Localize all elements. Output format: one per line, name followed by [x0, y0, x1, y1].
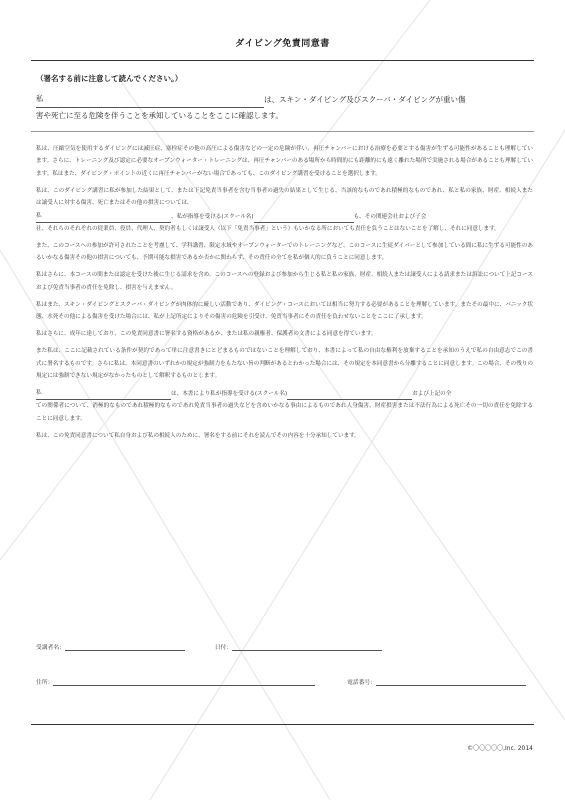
intro-statement	[36, 91, 533, 124]
date-label: 日付：	[214, 645, 233, 651]
clause2-name-blank[interactable]: 私	[36, 387, 171, 400]
signature-row-2	[36, 677, 533, 686]
paragraph-2: 私は、このダイビング講習に私が参加した結果として、または下記免責当事者を含む当事者の過失の結果として生じる、当該的なものであれ積極的なものであれ、私と私の家族、財産、相続人または譲受人に対する傷害、死亡またはその他の損害については、	[36, 187, 533, 207]
paragraph-3: 社、それらのそれぞれの従業員、役員、代理人、契約者もしくは譲受人（以下「免責当事者」という）もいかなる所においても責任を負うことはないことを了解し、それに同意します。	[36, 226, 500, 233]
intro-line-2: 害や死亡に至る危険を伴うことを承知していることをここに確認します。	[36, 111, 283, 120]
name-label: 受講者名：	[36, 645, 65, 651]
notice-text: （署名する前に注意して読んでください。）	[36, 74, 183, 83]
intro-separator	[31, 131, 534, 132]
document-title: ダイビング免責同意書	[235, 39, 330, 49]
paragraph-9: ての関係者について、消極的なものであれ積極的なものであれ免責当事者の過失などを含めいかなる事由によるものであれ人身傷害、財産損害または不法行為による死亡その一切の責任を免除することに同意します。	[36, 403, 533, 422]
top-rule	[31, 60, 534, 61]
address-field[interactable]	[53, 678, 315, 686]
date-field[interactable]	[232, 643, 382, 651]
name-field[interactable]	[65, 643, 185, 651]
paragraph-1: 私は、圧縮空気を使用するダイビングには減圧症、塞栓症その他の高圧による傷害などの一定の危険が伴い、再圧チャンバーにおける治療を必要とする傷害が生ずる可能性があることも理解しています。さらに、トレーニング及び認定に必要なオープンウォーター・トレーニングは、再圧チャンバーのある場所から時間的にも距離的にも遠く離れた場所で実施される場合があることも理解しています。私はまた、ダイビング・ポイントの近くに再圧チャンバーがない場合であっても、このダイビング講習を受けることを選択します。	[36, 146, 533, 177]
phone-field[interactable]	[376, 678, 526, 686]
intro-name-blank[interactable]: 私	[36, 91, 264, 108]
address-label: 住所：	[36, 680, 54, 686]
copyright-text: ©〇〇〇〇〇,Inc. 2014	[467, 745, 533, 752]
intro-line-1: 私 は、スキン・ダイビング及びスクーバ・ダイビングが重い傷	[36, 91, 533, 108]
inline-clause-2: 私 は、本書により私が指導を受ける(スクール名) および上記の全	[36, 387, 533, 400]
phone-label: 電話番号：	[347, 680, 377, 686]
paragraph-8: また私は、ここに記載されている条件が契約であって単に注意書きにとどまるものではないことを理解しており、本書によって私の自由な権利を放棄することを承知のうえで私の自由意志でこの書式に署名するものです。さらに私は、本同意書のいずれかの規定が強制力をもたない旨の判断があるとわかった場合には、その規定を本同意書から分離することに同意します。この場合、その残りの規定には強制できない規定がなかったものとして解釈するものとします。	[36, 348, 533, 380]
bottom-rule	[31, 724, 534, 725]
paragraph-7: 私はさらに、成年に達しており、この免責同意書に署名する資格があるか、または私の親権者、保護者の文書による同意を得ています。	[36, 331, 377, 338]
clause1-name-blank[interactable]: 私	[36, 210, 171, 223]
paragraph-5: 私はさらに、本コースの間または認定を受けた後に生じる請求を含め、このコースへの登録および参加から生じる私と私の家族、財産、相続人または譲受人による請求または訴訟について上記コースおよび免責当事者の責任を免除し、損害を与えません。	[36, 272, 533, 291]
paragraph-6: 私はまた、スキン・ダイビングとスクーバ・ダイビングが肉体的に厳しい活動であり、ダイビング・コースにおいては相当に努力する必要があることを理解しています。またその最中に、パニック状態、水死その他による傷害を受けた場合には、私が上記所定によりその傷害の危険を引受け、免責当事者にその責任を負わせないことをここに了承します。	[36, 301, 533, 321]
inline-clause-1: 私 、私が指導を受ける(スクール名) も、その関連会社および子会	[36, 210, 533, 223]
paragraph-10: 私は、この免責同意書について私自身および私の相続人のために、署名をする前にそれを読んでその内容を十分承知しています。	[36, 432, 360, 439]
agreement-body	[36, 143, 533, 447]
signature-row-1	[36, 642, 533, 651]
paragraph-4: また、このコースへの参加が許可されたことを考慮して、学科講習、限定水域やオープンウォーターでのトレーニングなど、このコースに生徒ダイバーとして参加している間に私に生ずる可能性のあるいかなる傷害その他の損害についても、予期可能な損害であるか否かに関わらず、その責任の全てを私が個人的に負うことに同意します。	[36, 243, 533, 262]
